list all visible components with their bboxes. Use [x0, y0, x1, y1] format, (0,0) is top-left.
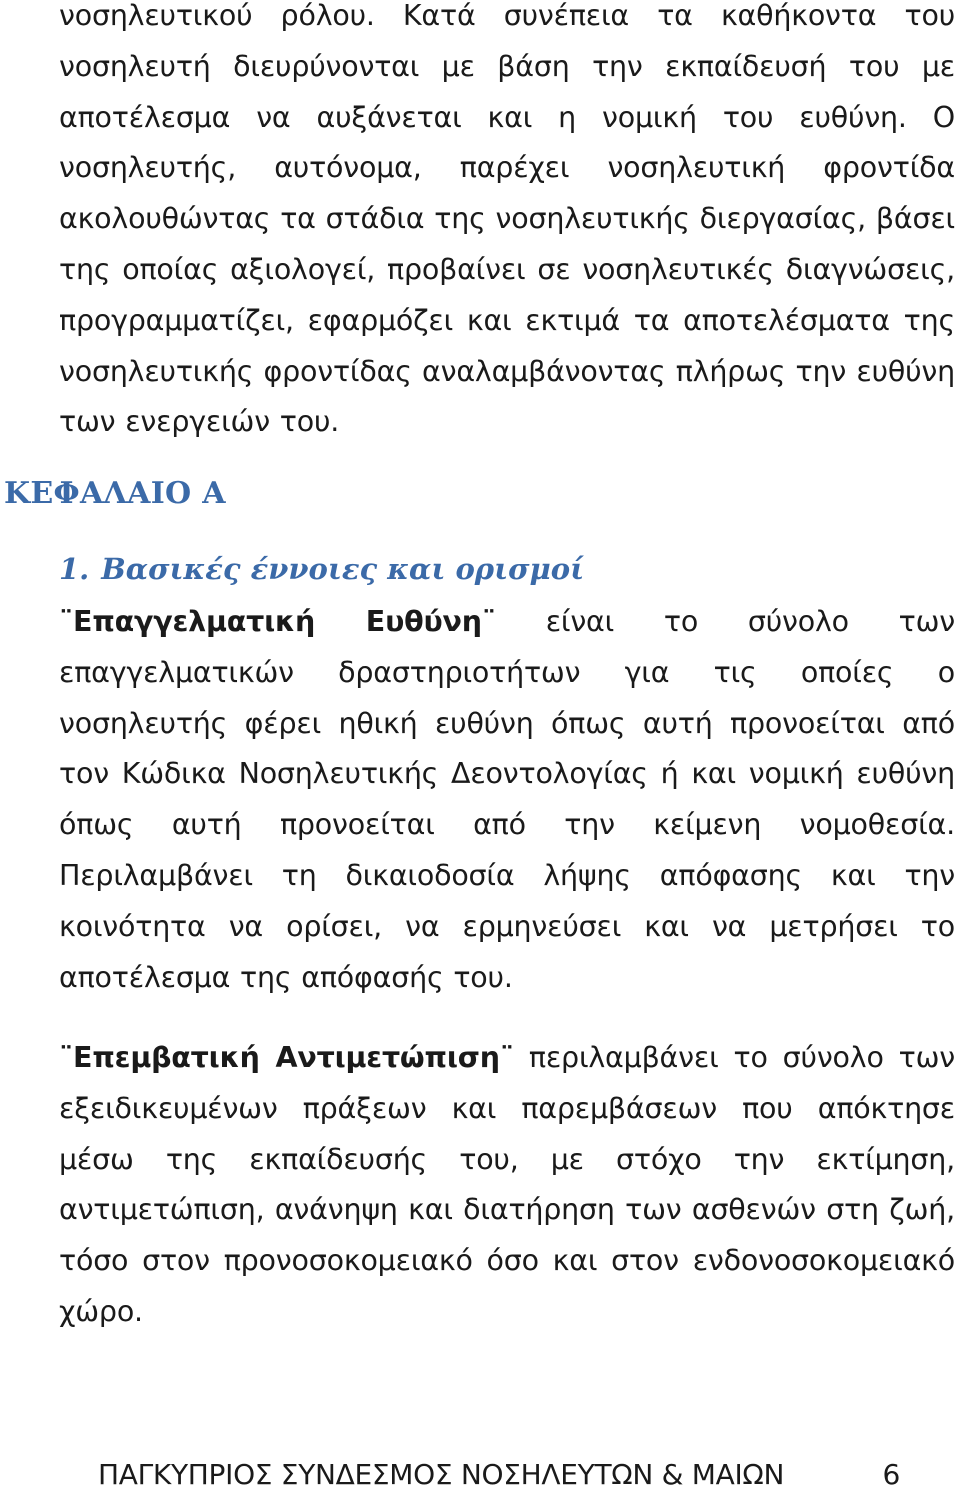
definition-text: περιλαμβάνει το σύνολο των εξειδικευμένων πράξεων και παρεμβάσεων που απόκτησε μέσω της εκπαίδευσής του, με στόχο την εκτίμηση, αντιμετώπιση, ανάνηψη και διατήρηση των ασθενών στη ζωή, τόσο στον προνοσοκομειακό όσο και στον ενδονοσοκομειακό χώρο. [59, 1041, 955, 1328]
page-number: 6 [882, 1458, 900, 1491]
section-title: Βασικές έννοιες και ορισμοί [101, 552, 585, 586]
definition-invasive-treatment [59, 1033, 955, 1338]
definition-professional-responsibility [59, 597, 955, 1003]
definition-term: ¨Επαγγελματική Ευθύνη¨ [59, 605, 496, 638]
definition-text: είναι το σύνολο των επαγγελματικών δραστηριοτήτων για τις οποίες ο νοσηλευτής φέρει ηθική ευθύνη όπως αυτή προνοείται από τον Κώδικα Νοσηλευτικής Δεοντολογίας ή και νομική ευθύνη όπως αυτή προνοείται από την κείμενη νομοθεσία. Περιλαμβάνει τη δικαιοδοσία λήψης απόφασης και την κοινότητα να ορίσει, να ερμηνεύσει και να μετρήσει το αποτέλεσμα της απόφασής του. [59, 605, 956, 994]
footer-organization: ΠΑΓΚΥΠΡΙΟΣ ΣΥΝΔΕΣΜΟΣ ΝΟΣΗΛΕΥΤΩΝ & ΜΑΙΩΝ [98, 1458, 785, 1491]
chapter-heading: ΚΕΦΑΛΑΙΟ Α [4, 476, 226, 511]
section-number: 1. [59, 552, 90, 586]
intro-paragraph [59, 0, 955, 448]
section-heading [59, 552, 584, 586]
page-footer [98, 1458, 900, 1491]
definition-term: ¨Επεμβατική Αντιμετώπιση¨ [59, 1041, 514, 1074]
intro-text: νοσηλευτικού ρόλου. Κατά συνέπεια τα καθήκοντα του νοσηλευτή διευρύνονται με βάση την εκπαίδευσή του με αποτέλεσμα να αυξάνεται και η νομική του ευθύνη. Ο νοσηλευτής, αυτόνομα, παρέχει νοσηλευτική φροντίδα ακολουθώντας τα στάδια της νοσηλευτικής διεργασίας, βάσει της οποίας αξιολογεί, προβαίνει σε νοσηλευτικές διαγνώσεις, προγραμματίζει, εφαρμόζει και εκτιμά τα αποτελέσματα της νοσηλευτικής φροντίδας αναλαμβάνοντας πλήρως την ευθύνη των ενεργειών του. [59, 0, 955, 439]
